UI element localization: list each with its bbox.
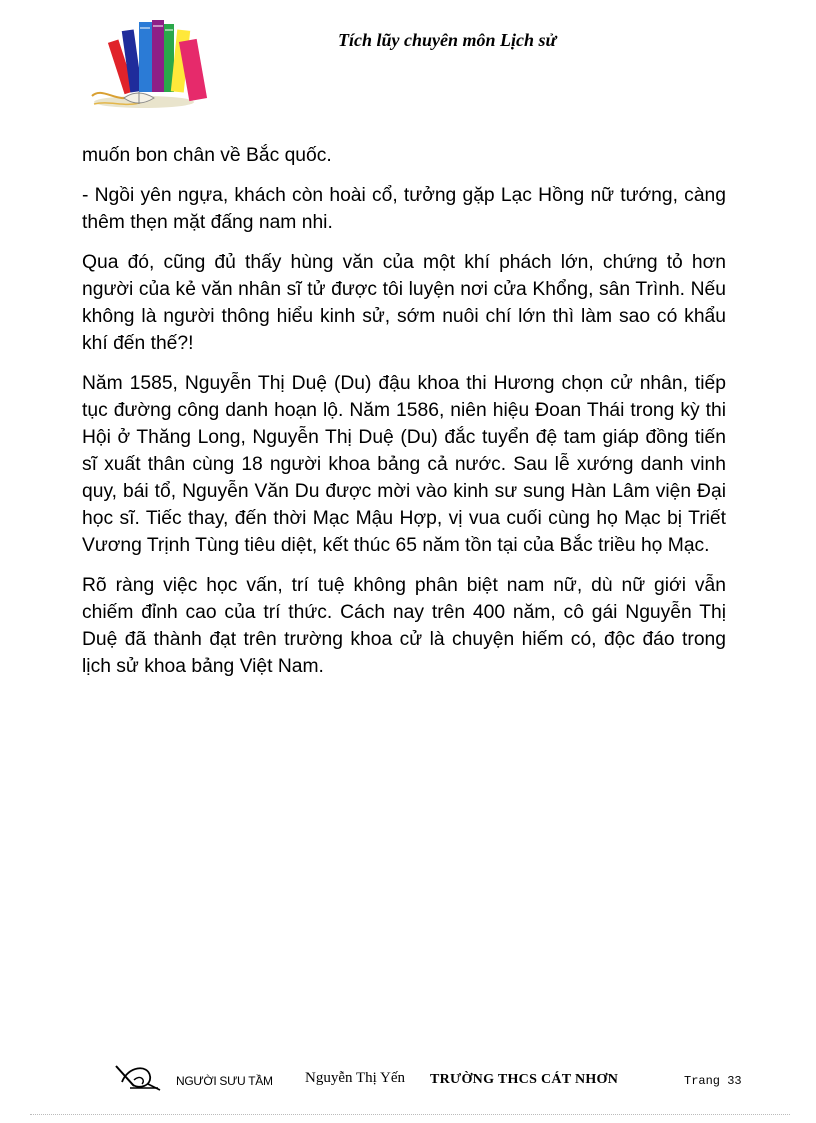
signature-icon — [114, 1062, 162, 1092]
header-title: Tích lũy chuyên môn Lịch sử — [338, 30, 557, 50]
footer-school: TRƯỜNG THCS CÁT NHƠN — [430, 1072, 619, 1087]
paragraph: Qua đó, cũng đủ thấy hùng văn của một khí phách lớn, chứng tỏ hơn người của kẻ văn nhân sĩ tử được tôi luyện nơi cửa Khổng, sân Trình. Nếu không là người thông hiểu kinh sử, sớm nuôi chí lớn thì làm sao có khẩu khí đến thế?! — [82, 252, 726, 354]
document-body — [82, 142, 726, 693]
paragraph: Năm 1585, Nguyễn Thị Duệ (Du) đậu khoa thi Hương chọn cử nhân, tiếp tục đường công danh hoạn lộ. Năm 1586, niên hiệu Đoan Thái trong kỳ thi Hội ở Thăng Long, Nguyễn Thị Duệ (Du) đắc tuyển đệ tam giáp đồng tiến sĩ xuất thân cùng 18 người khoa bảng cả nước. Sau lễ xướng danh vinh quy, bái tổ, Nguyễn Văn Du được mời vào kinh sư sung Hàn Lâm viện Đại học sĩ. Tiếc thay, đến thời Mạc Mậu Hợp, vị vua cuối cùng họ Mạc bị Triết Vương Trịnh Tùng tiêu diệt, kết thúc 65 năm tồn tại của Bắc triều họ Mạc. — [82, 373, 726, 556]
page-footer — [0, 1058, 816, 1098]
footer-divider — [30, 1114, 790, 1115]
page-number: Trang 33 — [684, 1074, 742, 1088]
footer-role: NGƯỜI SƯU TẦM — [176, 1074, 273, 1088]
paragraph: - Ngồi yên ngựa, khách còn hoài cổ, tưởng gặp Lạc Hồng nữ tướng, càng thêm thẹn mặt đấng nam nhi. — [82, 185, 726, 233]
books-icon — [84, 16, 208, 112]
footer-author: Nguyễn Thị Yến — [305, 1070, 405, 1086]
paragraph: Rõ ràng việc học vấn, trí tuệ không phân biệt nam nữ, dù nữ giới vẫn chiếm đỉnh cao của trí thức. Cách nay trên 400 năm, cô gái Nguyễn Thị Duệ đã thành đạt trên trường khoa cử là chuyện hiếm có, độc đáo trong lịch sử khoa bảng Việt Nam. — [82, 575, 726, 677]
paragraph: muốn bon chân về Bắc quốc. — [82, 145, 332, 166]
